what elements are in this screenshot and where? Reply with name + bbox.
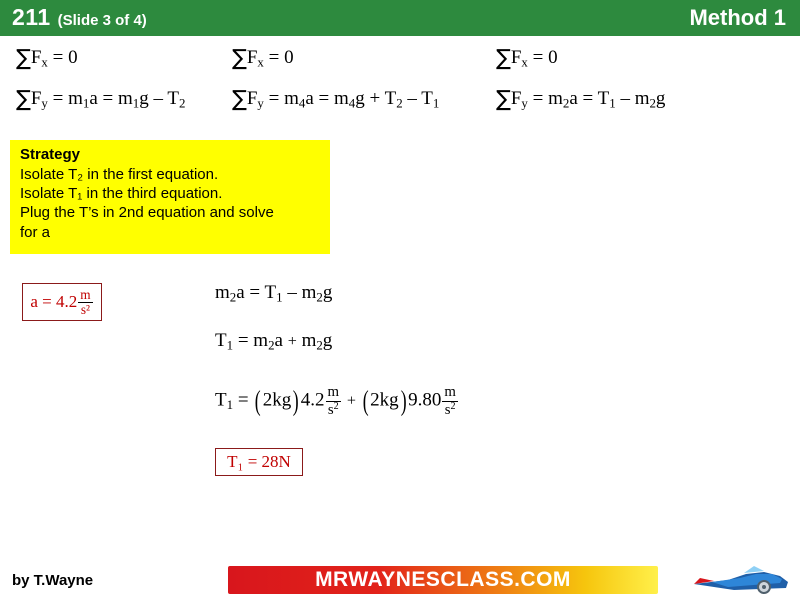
equation-sum-fy-1: $\sum F_y = m_1a = m_1g - T_2$ <box>16 87 186 112</box>
step3-unit-2: $\frac{m}{s^2}$ <box>444 384 456 418</box>
equation-column-3 <box>496 46 665 112</box>
step3-gravity: 9.80 <box>408 389 442 411</box>
strategy-line-1: Isolate T₂ in the first equation. <box>20 166 219 183</box>
acceleration-label: a = <box>30 292 52 311</box>
strategy-title: Strategy <box>20 146 81 163</box>
author-credit: by T.Wayne <box>12 572 94 589</box>
acceleration-unit-denominator: s² <box>78 302 92 317</box>
strategy-line-4: for a <box>20 223 51 241</box>
equation-column-1 <box>16 46 185 112</box>
solution-step-3: $T_1 = (2kg)4.2$ $\frac{m}{s^2}$ + (2kg)9.80 $\frac{m}{s^2}$ <box>215 384 456 418</box>
strategy-box <box>10 140 330 254</box>
step3-accel: 4.2 <box>300 389 325 411</box>
equation-sum-fy-3: $\sum F_y = m_2a = T_1 - m_2g$ <box>496 87 666 112</box>
equation-sum-fx-2: $\sum F_x = 0$ <box>232 46 294 71</box>
website-url-text: MRWAYNESCLASS.COM <box>315 568 571 591</box>
slide-counter-label: (Slide 3 of 4) <box>57 12 147 29</box>
solution-step-1: $m_2a = T_1 - m_2g$ <box>215 282 333 305</box>
step3-mass-2: 2kg <box>370 389 399 411</box>
slide-number: 211 <box>12 4 51 30</box>
equation-sum-fy-2: $\sum F_y = m_4a = m_4g + T_2 - T_1$ <box>232 87 440 112</box>
slide-header-bar <box>0 0 800 36</box>
solution-step-2: $T_1 = m_2a + m_2g$ <box>215 330 333 353</box>
header-left-group <box>12 4 147 31</box>
tension-answer-text: T₁ = 28N <box>227 452 291 471</box>
equation-sum-fx-3: $\sum F_x = 0$ <box>496 46 558 71</box>
acceleration-value: 4.2 <box>56 292 78 311</box>
step3-unit-1: $\frac{m}{s^2}$ <box>327 384 340 418</box>
strategy-line-3: Plug the T’s in 2nd equation and solve <box>20 204 274 222</box>
equation-sum-fx-1: $\sum F_x = 0$ <box>16 46 78 71</box>
acceleration-unit-numerator: m <box>80 286 91 302</box>
acceleration-unit <box>78 288 92 317</box>
website-banner <box>228 566 658 594</box>
tension-answer-box <box>215 448 303 476</box>
strategy-line-2: Isolate T₁ in the third equation. <box>20 185 223 203</box>
method-title: Method 1 <box>689 5 786 30</box>
step3-mass-1: 2kg <box>262 389 292 411</box>
rocket-car-logo-icon <box>694 560 790 596</box>
equation-column-2 <box>232 46 439 112</box>
acceleration-answer-box <box>22 283 102 321</box>
